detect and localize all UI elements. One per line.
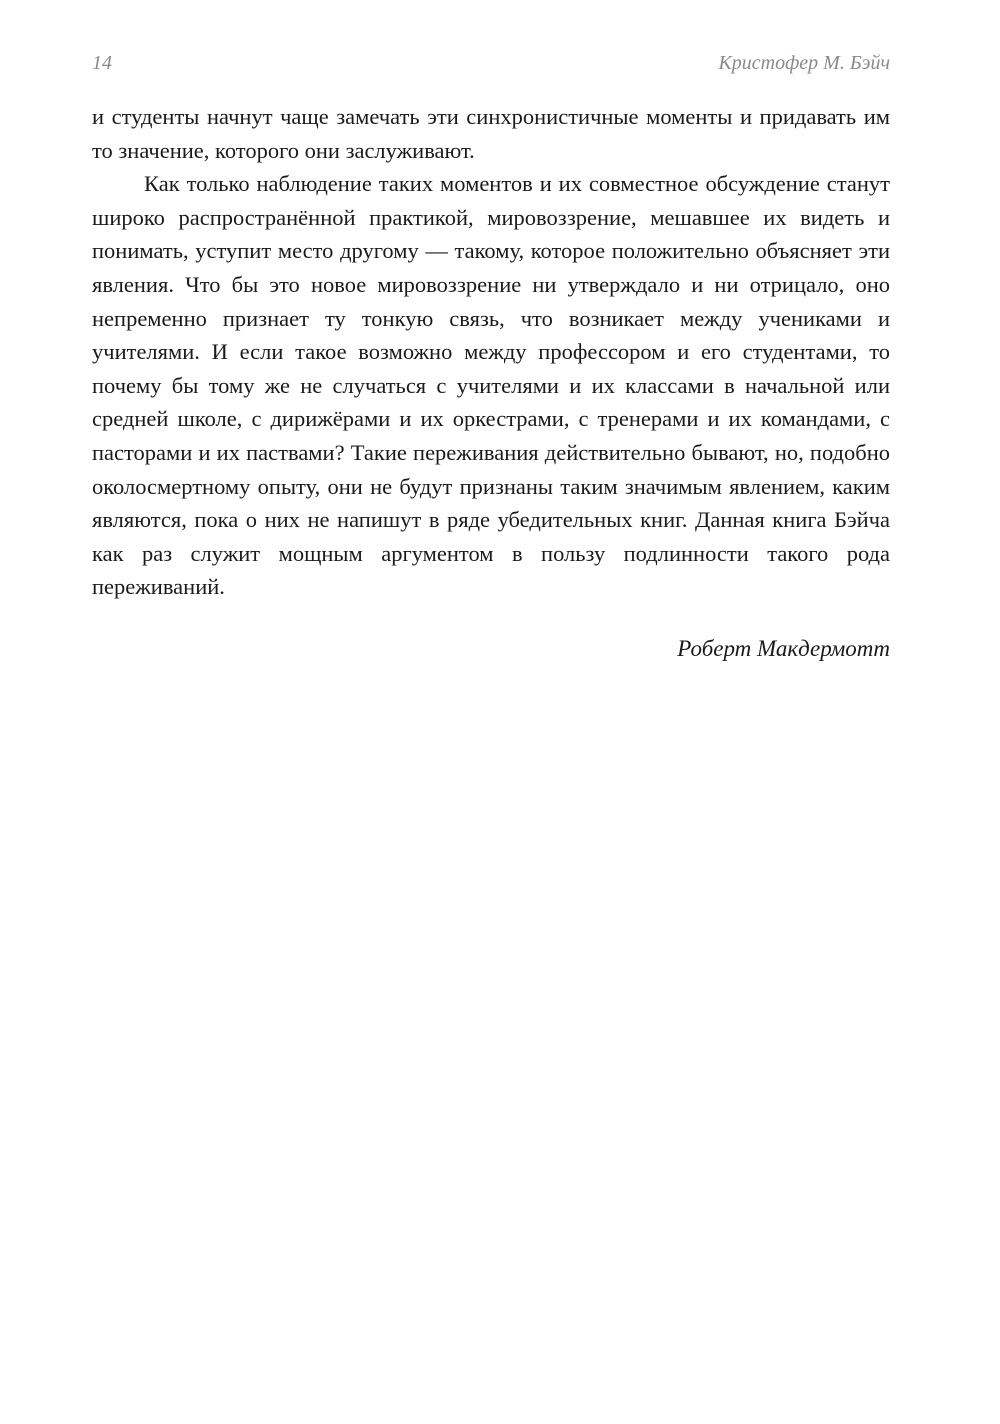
paragraph-continuation: и студенты начнут чаще замечать эти синхронистичные моменты и придавать им то значение, которого они заслуживают. xyxy=(92,104,890,163)
author-signature: Роберт Макдермотт xyxy=(677,636,890,661)
page-number: 14 xyxy=(92,52,112,74)
running-head xyxy=(92,52,890,82)
running-head-title: Кристофер М. Бэйч xyxy=(718,52,890,74)
body-text xyxy=(92,100,890,604)
paragraph: Как только наблюдение таких моментов и их совместное обсуждение станут широко распространённой практикой, мировоззрение, мешавшее их видеть и понимать, уступит место другому — такому, которое положительно объясняет эти явления. Что бы это новое мировоззрение ни утверждало и ни отрицало, оно непременно признает ту тонкую связь, что возникает между учениками и учителями. И если такое возможно между профессором и его студентами, то почему бы тому же не случаться с учителями и их классами в начальной или средней школе, с дирижёрами и их оркестрами, с тренерами и их командами, с пасторами и их паствами? Такие переживания действительно бывают, но, подобно околосмертному опыту, они не будут признаны таким значимым явлением, каким являются, пока о них не напишут в ряде убедительных книг. Данная книга Бэйча как раз служит мощным аргументом в пользу подлинности такого рода переживаний. xyxy=(92,171,890,600)
